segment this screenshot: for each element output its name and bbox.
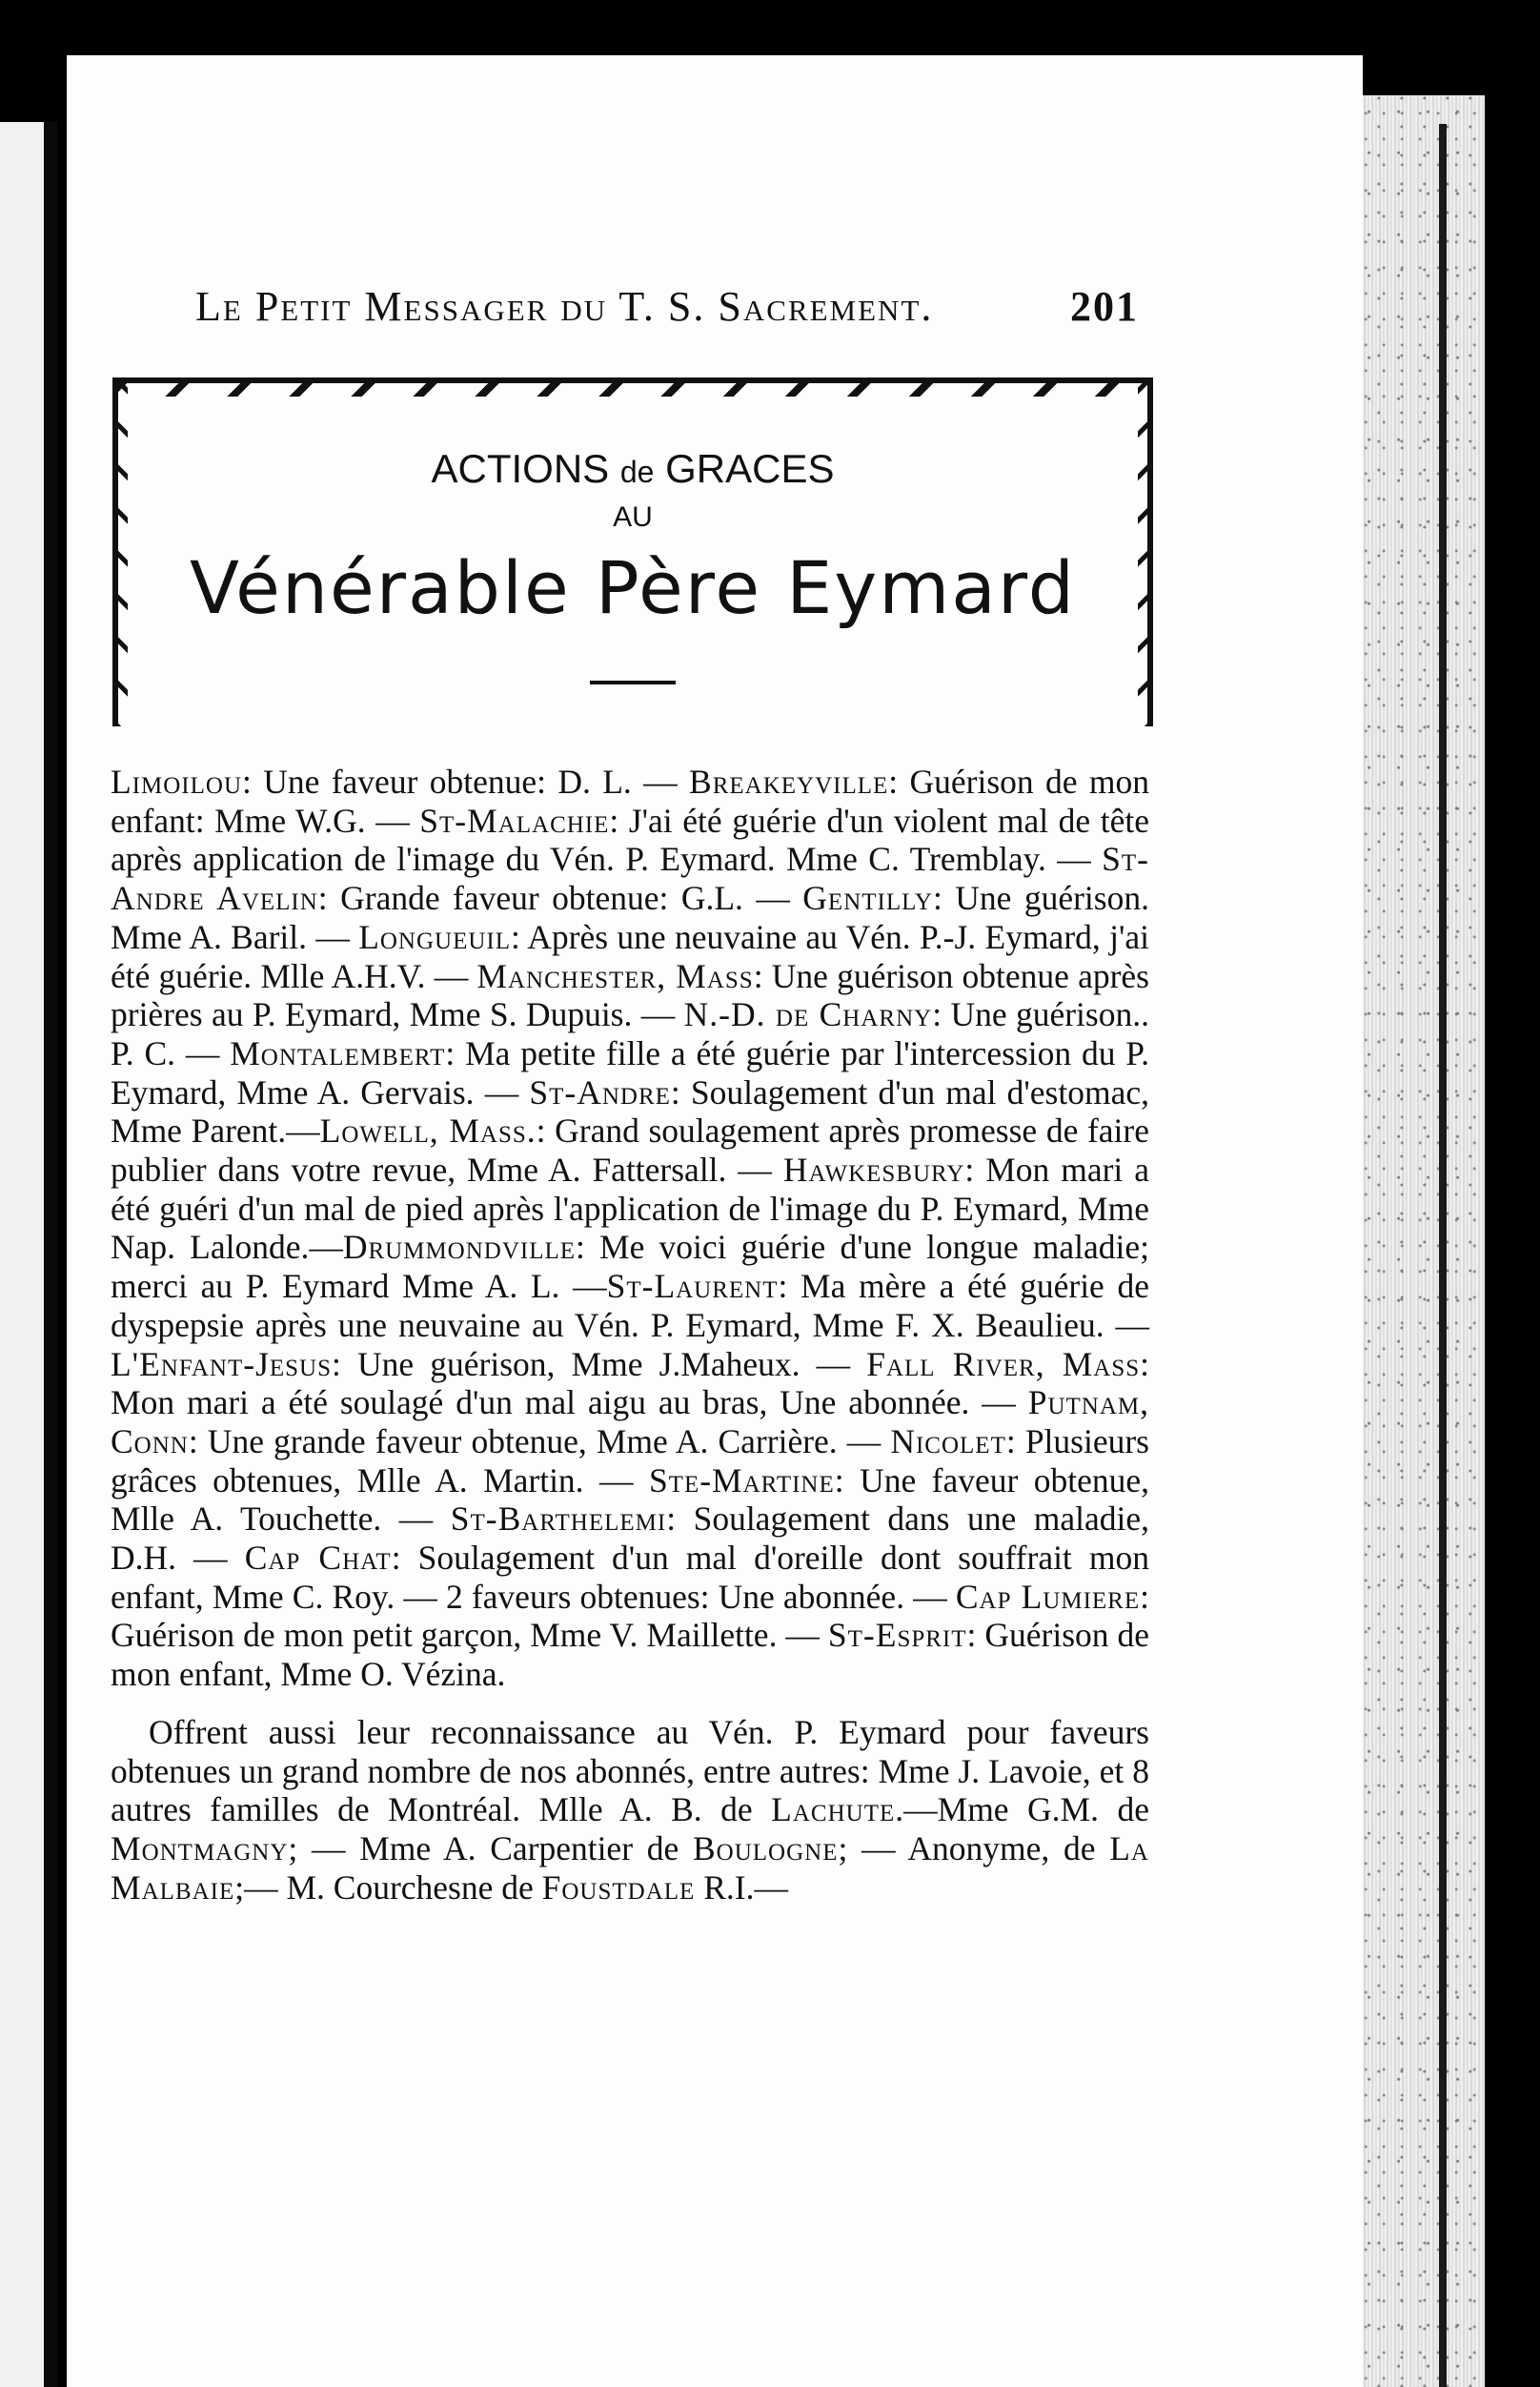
- place-name: Montmagny: [111, 1828, 289, 1867]
- heading-au: AU: [613, 501, 653, 533]
- place-name: La Malbaie: [111, 1828, 1149, 1907]
- place-name: St-Esprit: [827, 1616, 967, 1655]
- entry-text: R.I.—: [695, 1867, 788, 1907]
- place-name: Cap Chat: [244, 1539, 392, 1578]
- entry-text: : Une faveur obtenue, Mlle A. Touchette. —: [111, 1460, 1149, 1539]
- entry-text: : Guérison de mon enfant, Mme O. Vézina.: [111, 1616, 1150, 1694]
- place-name: Drummondville: [342, 1228, 577, 1267]
- place-name: Breakeyville: [689, 763, 889, 801]
- place-name: Fall River, Mass: [866, 1344, 1141, 1383]
- place-name: St-Andre Avelin: [111, 840, 1149, 918]
- entry-text: : Grande faveur obtenue: G.L. —: [317, 879, 803, 918]
- paragraph-also-thanks: [111, 1713, 1149, 1908]
- page-number: 201: [1070, 283, 1139, 330]
- running-head: [195, 282, 1139, 331]
- place-name: St-Andre: [529, 1072, 671, 1112]
- entry-text: : Ma petite fille a été guérie par l'intercession du P. Eymard, Mme A. Gervais. —: [111, 1033, 1149, 1112]
- entry-text: : Soulagement dans une maladie, D.H. —: [111, 1500, 1149, 1578]
- entry-text: : Plusieurs grâces obtenues, Mlle A. Martin. —: [111, 1421, 1149, 1500]
- entry-text: : Une grande faveur obtenue, Mme A. Carrière. —: [188, 1421, 891, 1460]
- heading-word-de: de: [619, 455, 655, 489]
- place-name: St-Malachie: [419, 801, 610, 840]
- entry-text: Offrent aussi leur reconnaissance au Vén. P. Eymard pour faveurs obtenues un grand nombre de nos abonnés, entre autres: Mme J. Lavoie, et 8 autres familles de Montréal. Mlle A. B. de: [111, 1712, 1149, 1829]
- entry-text: : Ma mère a été guérie de dyspepsie après une neuvaine au Vén. P. Eymard, Mme F. X. Beaulieu. —: [111, 1267, 1149, 1344]
- entry-text: : Guérison de mon petit garçon, Mme V. Maillette. —: [111, 1577, 1149, 1655]
- place-name: Cap Lumiere: [955, 1577, 1141, 1616]
- entry-text: ; — Mme A. Carpentier de: [288, 1828, 693, 1867]
- place-name: N.-D. de Charny: [683, 995, 933, 1034]
- entry-text: : Soulagement d'un mal d'estomac, Mme Parent.—: [111, 1072, 1149, 1151]
- book-gutter: [44, 122, 57, 2387]
- place-name: Ste-Martine: [648, 1460, 835, 1500]
- entry-text: : Une faveur obtenue: D. L. —: [242, 763, 690, 801]
- page-stack-shadow: [1439, 124, 1447, 2387]
- entry-text: : Après une neuvaine au Vén. P.-J. Eymard, j'ai été guérie. Mlle A.H.V. —: [111, 917, 1149, 995]
- entry-text: : Me voici guérie d'une longue maladie; merci au P. Eymard Mme A. L. —: [111, 1228, 1149, 1306]
- ornamental-frame: [112, 377, 1153, 726]
- place-name: Foustdale: [541, 1867, 696, 1907]
- entry-text: : Mon mari a été guéri d'un mal de pied après l'application de l'image du P. Eymard, Mme Nap. Lalonde.—: [111, 1151, 1149, 1267]
- entry-text: : Grand soulagement après promesse de faire publier dans votre revue, Mme A. Fattersall. —: [111, 1112, 1149, 1190]
- heading-word-actions: ACTIONS: [431, 446, 620, 491]
- entry-text: .—Mme G.M. de: [895, 1790, 1149, 1829]
- entry-text: : Une guérison obtenue après prières au P. Eymard, Mme S. Dupuis. —: [111, 956, 1149, 1034]
- entry-text: : Une guérison. Mme A. Baril. —: [111, 879, 1149, 956]
- entry-text: ;— M. Courchesne de: [234, 1867, 542, 1907]
- page-stack-edge: [1351, 95, 1485, 2387]
- place-name: Boulogne: [693, 1828, 839, 1867]
- place-name: Lowell, Mass.: [319, 1112, 537, 1151]
- place-name: L'Enfant-Jesus: [111, 1344, 333, 1383]
- entry-text: : Soulagement d'un mal d'oreille dont souffrait mon enfant, Mme C. Roy. — 2 faveurs obtenues: Une abonnée. —: [111, 1539, 1149, 1616]
- place-name: Nicolet: [890, 1421, 1006, 1460]
- entry-text: ; — Anonyme, de: [838, 1828, 1110, 1867]
- place-name: St-Barthelemi: [450, 1500, 667, 1539]
- paragraph-thanksgivings: [111, 763, 1149, 1694]
- place-name: Manchester, Mass: [476, 956, 754, 995]
- entry-text: : J'ai été guérie d'un violent mal de tête après application de l'image du Vén. P. Eymard. Mme C. Tremblay. —: [111, 801, 1149, 879]
- heading-actions-de-graces: [118, 446, 1147, 492]
- place-name: Montalembert: [230, 1033, 446, 1072]
- entry-text: : Guérison de mon enfant: Mme W.G. —: [111, 763, 1149, 840]
- entry-text: : Mon mari a été soulagé d'un mal aigu au bras, Une abonnée. —: [111, 1344, 1149, 1422]
- place-name: Limoilou: [111, 763, 242, 801]
- place-name: Hawkesbury: [782, 1151, 965, 1190]
- heading-rule: [590, 681, 676, 684]
- heading-word-graces: GRACES: [654, 446, 835, 491]
- entry-text: : Une guérison, Mme J.Maheux. —: [332, 1344, 867, 1383]
- place-name: Lachute: [771, 1790, 896, 1829]
- running-title: Le Petit Messager du T. S. Sacrement.: [195, 283, 934, 330]
- place-name: Gentilly: [802, 879, 933, 918]
- place-name: St-Laurent: [606, 1267, 779, 1306]
- place-name: Longueuil: [358, 917, 512, 956]
- article-body: [111, 763, 1149, 1907]
- place-name: Putnam, Conn: [111, 1383, 1149, 1460]
- entry-text: : Une guérison.. P. C. —: [111, 995, 1149, 1072]
- heading-venerable-pere-eymard: Vénérable Père Eymard: [190, 545, 1076, 630]
